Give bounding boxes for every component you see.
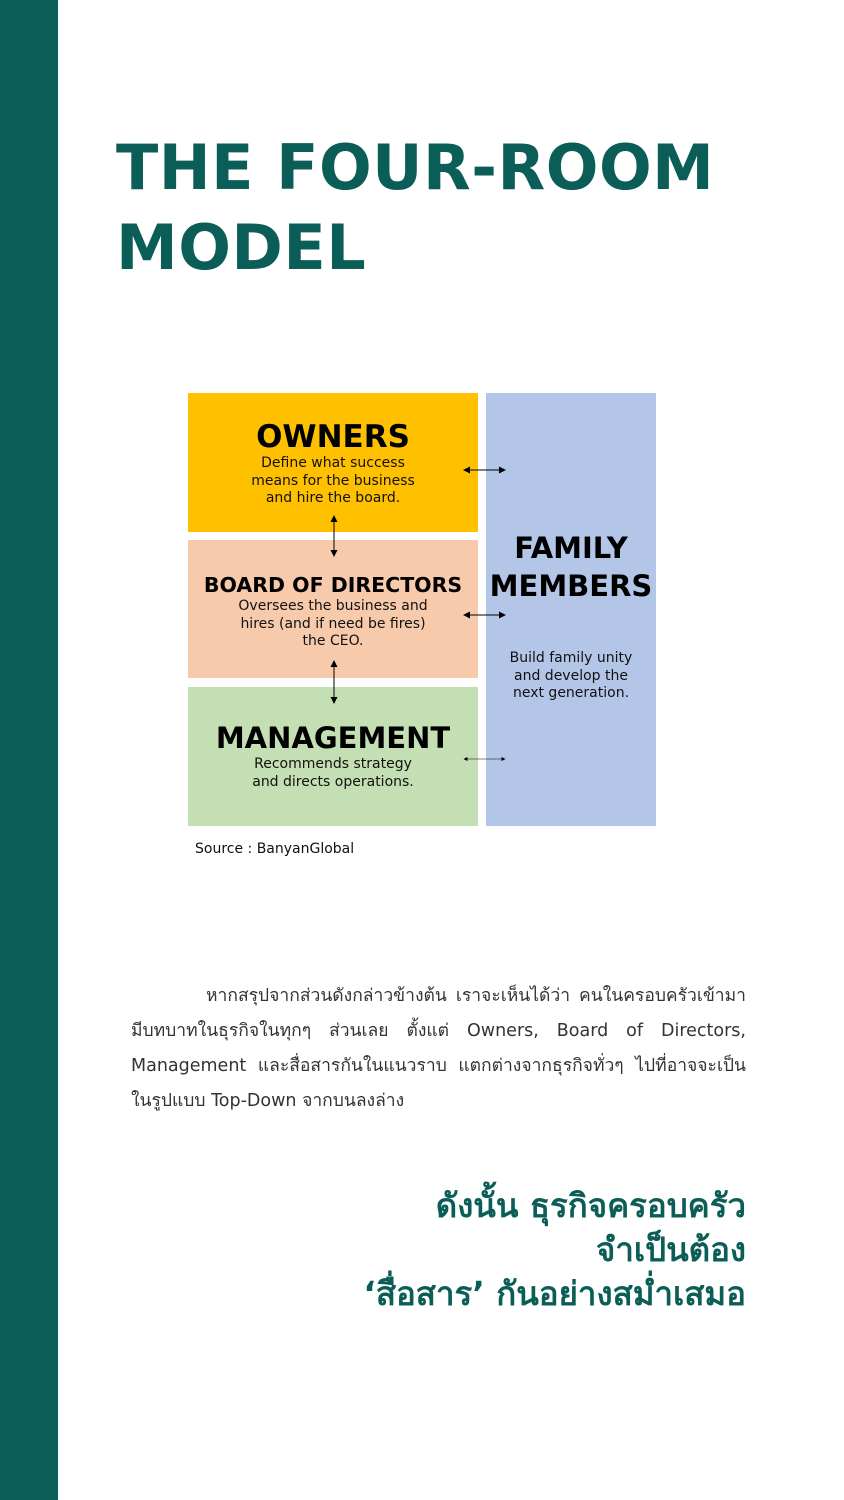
closing-statement <box>186 1184 746 1316</box>
management-desc-line-1: Recommends strategy <box>254 756 412 772</box>
owners-desc-line-2: means for the business <box>251 472 415 489</box>
board-desc-line-3: the CEO. <box>302 633 364 649</box>
page-title: THE FOUR-ROOM MODEL <box>116 131 715 284</box>
family-title-line-2: MEMBERS <box>489 569 653 603</box>
board-title: BOARD OF DIRECTORS <box>203 573 463 597</box>
closing-line-3: ‘สื่อสาร’ กันอย่างสม่ำเสมอ <box>363 1274 746 1313</box>
family-title-line-1: FAMILY <box>514 531 628 565</box>
closing-line-2: จำเป็นต้อง <box>595 1230 746 1269</box>
closing-line-1: ดังนั้น ธุรกิจครอบครัว <box>435 1186 746 1225</box>
body-paragraph: หากสรุปจากส่วนดังกล่าวข้างต้น เราจะเห็นได้ว่า คนในครอบครัวเข้ามามีบทบาทในธุรกิจในทุกๆ ส่วนเลย ตั้งแต่ Owners, Board of Directors, Management และสื่อสารกันในแนวราบ แตกต่างจากธุรกิจทั่วๆ ไปที่อาจจะเป็นในรูปแบบ Top-Down จากบนลงล่าง <box>131 986 746 1111</box>
board-desc-line-1: Oversees the business and <box>238 598 428 614</box>
family-desc-line-3: next generation. <box>512 685 630 701</box>
family-desc-line-1: Build family unity <box>509 650 633 666</box>
owners-desc-line-3: and hire the board. <box>265 490 401 506</box>
family-desc-line-2: and develop the <box>514 667 628 684</box>
management-title: MANAGEMENT <box>215 721 451 755</box>
board-desc-line-2: hires (and if need be fires) <box>240 615 426 632</box>
owners-desc-line-1: Define what success <box>261 455 405 471</box>
owners-title: OWNERS <box>256 419 410 455</box>
management-desc-line-2: and directs operations. <box>252 773 414 790</box>
source-caption: Source : BanyanGlobal <box>195 841 355 857</box>
